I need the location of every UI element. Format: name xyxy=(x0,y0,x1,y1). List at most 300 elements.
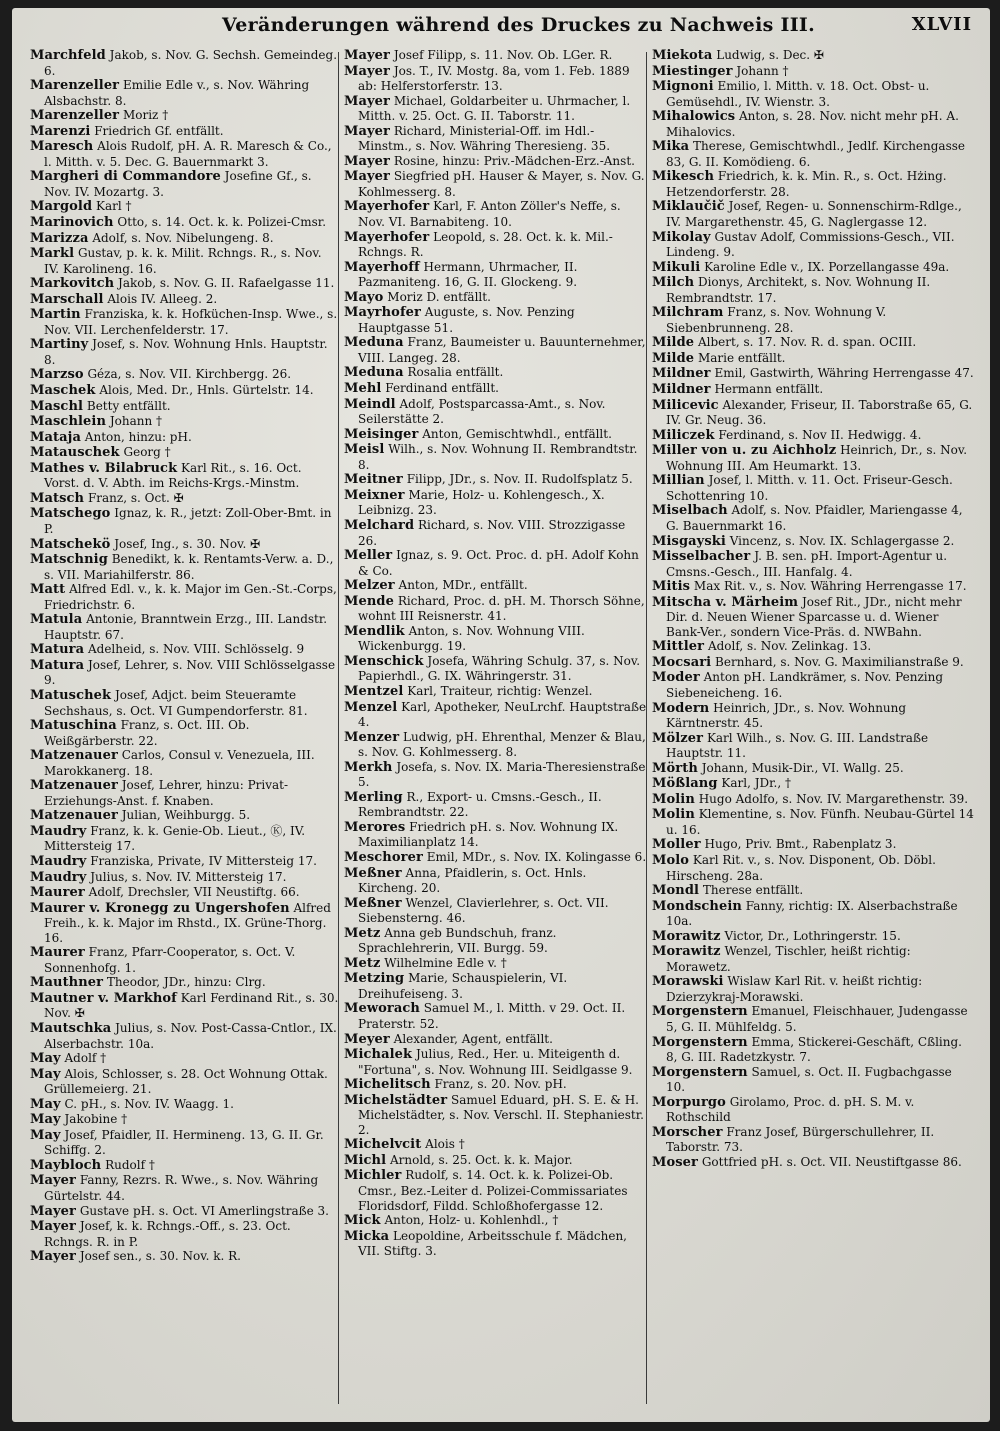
entry-details: Julius, s. Nov. Post-Cassa-Cntlor., IX. Alserbachstr. 10a. xyxy=(44,1021,337,1051)
directory-entry xyxy=(652,534,974,550)
entry-details: Hermann, Uhrmacher, II. Pazmaniteng. 16, G. II. Glockeng. 9. xyxy=(358,259,578,290)
entry-surname: Moder xyxy=(652,670,700,686)
entry-surname: Maudry xyxy=(30,823,87,839)
entry-surname: Misselbacher xyxy=(652,549,751,565)
entry-details: Anton, s. 28. Nov. nicht mehr pH. A. Mihalovics. xyxy=(666,109,959,139)
directory-entry xyxy=(652,944,974,974)
entry-surname: Milchram xyxy=(652,305,724,321)
entry-details: Wislaw Karl Rit. v. heißt richtig: Dzierzykraj-Morawski. xyxy=(666,974,923,1004)
entry-details: Josef, Ing., s. 30. Nov. ✠ xyxy=(114,536,261,551)
entry-details: Josef, Pfaidler, II. Hermineng. 13, G. II. Gr. Schiffg. 2. xyxy=(44,1127,324,1158)
directory-entry xyxy=(652,109,974,139)
entry-surname: Mayer xyxy=(30,1249,76,1265)
directory-entry xyxy=(344,926,648,956)
entry-surname: Mentzel xyxy=(344,683,404,699)
entry-details: Benedikt, k. k. Rentamts-Verw. a. D., s. VII. Mariahilferstr. 86. xyxy=(44,552,334,582)
entry-surname: Mataja xyxy=(30,429,81,445)
directory-entry xyxy=(30,1128,340,1158)
entry-details: Anton, MDr., entfällt. xyxy=(398,578,528,593)
entry-details: Josef Rit., JDr., nicht mehr Dir. d. Neuen Wiener Sparcasse u. d. Wiener Bank-Ver., sondern Vice-Präs. d. NWBahn. xyxy=(666,594,962,639)
entry-details: Wenzel, Tischler, heißt richtig: Morawetz. xyxy=(666,944,911,974)
entry-details: R., Export- u. Cmsns.-Gesch., II. Rembrandtstr. 22. xyxy=(358,789,602,820)
entry-surname: Morscher xyxy=(652,1124,723,1140)
entry-surname: Maschl xyxy=(30,398,84,414)
directory-entry xyxy=(652,579,974,595)
entry-surname: Menschick xyxy=(344,653,424,669)
directory-entry xyxy=(30,461,340,491)
directory-entry xyxy=(30,870,340,886)
entry-surname: Matula xyxy=(30,612,83,628)
directory-entry xyxy=(30,246,340,276)
directory-entry xyxy=(652,275,974,305)
entry-details: Gottfried pH. s. Oct. VII. Neustiftgasse 86. xyxy=(701,1154,962,1169)
entry-surname: Meduna xyxy=(344,365,404,381)
directory-entry xyxy=(652,1155,974,1171)
directory-entry xyxy=(30,337,340,367)
directory-entry xyxy=(344,700,648,730)
directory-entry xyxy=(30,824,340,854)
entry-details: Rudolf † xyxy=(105,1157,155,1172)
entry-details: Ferdinand, s. Nov II. Hedwigg. 4. xyxy=(718,427,922,442)
directory-entry xyxy=(30,901,340,946)
entry-details: Wenzel, Clavierlehrer, s. Oct. VII. Siebensterng. 46. xyxy=(358,895,609,926)
entry-details: Karl Wilh., s. Nov. G. III. Landstraße Hauptstr. 11. xyxy=(666,730,929,761)
directory-entry xyxy=(344,365,648,381)
entry-details: Karoline Edle v., IX. Porzellangasse 49a. xyxy=(704,259,950,274)
directory-entry xyxy=(344,335,648,365)
entry-surname: Matauschek xyxy=(30,445,120,461)
entry-surname: Metz xyxy=(344,955,381,971)
page-title: Veränderungen während des Druckes zu Nachweis III. xyxy=(222,14,815,36)
entry-details: Samuel Eduard, pH. S. E. & H. Michelstädter, s. Nov. Verschl. II. Stephaniestr. 2. xyxy=(358,1092,644,1137)
entry-surname: Mayerhofer xyxy=(344,229,430,245)
entry-details: Karl, Apotheker, NeuLrchf. Hauptstraße 4. xyxy=(358,699,647,730)
entry-details: Karl Ferdinand Rit., s. 30. Nov. ✠ xyxy=(44,990,339,1021)
directory-entry xyxy=(30,612,340,642)
entry-surname: Marchfeld xyxy=(30,48,106,63)
entry-details: Alfred Freih., k. k. Major im Rhstd., IX. Grüne-Thorg. 16. xyxy=(44,900,331,945)
directory-entry xyxy=(652,837,974,853)
entry-surname: Moser xyxy=(652,1154,698,1170)
directory-entry xyxy=(30,139,340,169)
directory-entry xyxy=(652,1125,974,1155)
entry-surname: Mende xyxy=(344,593,394,609)
entry-details: Franziska, Private, IV Mittersteig 17. xyxy=(90,853,317,868)
entry-details: Moriz D. entfällt. xyxy=(387,289,491,304)
entry-details: Anton, Gemischtwhdl., entfällt. xyxy=(422,426,612,441)
entry-details: Anton, Holz- u. Kohlenhdl., † xyxy=(384,1213,559,1228)
entry-surname: Mayo xyxy=(344,289,384,305)
entry-surname: Mautner v. Markhof xyxy=(30,990,177,1006)
directory-entry xyxy=(30,445,340,461)
entry-surname: Morawski xyxy=(652,974,724,990)
entry-details: Josef, l. Mitth. v. 11. Oct. Friseur-Gesch. Schottenring 10. xyxy=(666,473,953,503)
entry-details: Julius, s. Nov. IV. Mittersteig 17. xyxy=(90,869,287,884)
entry-surname: Marenzeller xyxy=(30,108,120,124)
entry-surname: Margold xyxy=(30,199,93,215)
entry-surname: Miekota xyxy=(652,48,713,63)
entry-details: Karl Rit., s. 16. Oct. Vorst. d. V. Abth. im Reichs-Krgs.-Minstm. xyxy=(44,460,302,491)
entry-surname: Maschek xyxy=(30,383,96,399)
entry-details: Emil, Gastwirth, Währing Herrengasse 47. xyxy=(714,366,974,381)
entry-details: Victor, Dr., Lothringerstr. 15. xyxy=(724,928,901,943)
directory-entry xyxy=(30,1097,340,1113)
entry-surname: May xyxy=(30,1051,61,1067)
directory-entry xyxy=(652,929,974,945)
entry-details: Gustave pH. s. Oct. VI Amerlingstraße 3. xyxy=(79,1203,329,1218)
entry-details: Richard, s. Nov. VIII. Strozzigasse 26. xyxy=(358,517,626,548)
entry-surname: Metzing xyxy=(344,971,405,987)
directory-entry xyxy=(30,1021,340,1051)
entry-details: Arnold, s. 25. Oct. k. k. Major. xyxy=(389,1152,573,1167)
directory-entry xyxy=(344,472,648,488)
directory-entry xyxy=(344,1001,648,1031)
directory-entry xyxy=(30,199,340,215)
directory-entry xyxy=(652,595,974,640)
entry-surname: Matura xyxy=(30,642,85,658)
entry-details: Emanuel, Fleischhauer, Judengasse 5, G. II. Mühlfeldg. 5. xyxy=(666,1004,968,1034)
entry-surname: Markovitch xyxy=(30,276,115,292)
column-1 xyxy=(30,48,340,1416)
directory-entry xyxy=(652,899,974,929)
entry-details: Anton, hinzu: pH. xyxy=(84,429,192,444)
directory-entry xyxy=(30,642,340,658)
entry-details: Betty entfällt. xyxy=(86,398,171,413)
directory-entry xyxy=(344,1093,648,1138)
directory-entry xyxy=(344,1032,648,1048)
entry-details: Hugo Adolfo, s. Nov. IV. Margarethenstr. 39. xyxy=(698,791,969,806)
entry-details: Hugo, Priv. Bmt., Rabenplatz 3. xyxy=(704,837,897,852)
directory-entry xyxy=(344,427,648,443)
entry-details: Karl Rit. v., s. Nov. Disponent, Ob. Döbl. Hirscheng. 28a. xyxy=(666,852,936,883)
directory-entry xyxy=(30,292,340,308)
entry-surname: Merling xyxy=(344,789,403,805)
entry-details: Michael, Goldarbeiter u. Uhrmacher, l. Mitth. v. 25. Oct. G. II. Taborstr. 11. xyxy=(358,93,631,124)
entry-surname: Maybloch xyxy=(30,1157,102,1173)
directory-entry xyxy=(652,883,974,899)
directory-entry xyxy=(652,305,974,335)
entry-details: Leopoldine, Arbeitsschule f. Mädchen, VII. Stiftg. 3. xyxy=(358,1228,627,1259)
entry-details: Anna geb Bundschuh, franz. Sprachlehrerin, VII. Burgg. 59. xyxy=(358,925,557,956)
directory-entry xyxy=(30,231,340,247)
entry-surname: Millian xyxy=(652,473,705,489)
entry-surname: Mikesch xyxy=(652,169,714,185)
entry-details: Alois † xyxy=(425,1137,465,1152)
entry-surname: Maudry xyxy=(30,853,87,869)
entry-details: Josef, Lehrer, s. Nov. VIII Schlösselgasse 9. xyxy=(44,657,336,688)
entry-surname: Mayer xyxy=(30,1203,76,1219)
directory-entry xyxy=(344,1047,648,1077)
entry-surname: Meßner xyxy=(344,865,402,881)
page-number: XLVII xyxy=(911,14,972,35)
entry-details: Adolf, s. Nov. Nibelungeng. 8. xyxy=(92,230,274,245)
entry-surname: Metz xyxy=(344,925,381,941)
directory-entry xyxy=(30,1249,340,1265)
entry-surname: Michler xyxy=(344,1168,402,1184)
entry-surname: Matschego xyxy=(30,506,111,522)
entry-details: Fanny, richtig: IX. Alserbachstraße 10a. xyxy=(666,898,958,929)
entry-surname: Morawitz xyxy=(652,944,721,960)
entry-surname: Marenzeller xyxy=(30,78,120,94)
directory-entry xyxy=(344,199,648,229)
directory-entry xyxy=(652,169,974,199)
directory-entry xyxy=(652,48,974,64)
entry-details: Carlos, Consul v. Venezuela, III. Marokkanerg. 18. xyxy=(44,748,315,778)
entry-surname: Michalek xyxy=(344,1047,413,1063)
entry-surname: Matura xyxy=(30,657,85,673)
directory-entry xyxy=(30,414,340,430)
directory-entry xyxy=(30,430,340,446)
directory-entry xyxy=(344,578,648,594)
directory-entry xyxy=(30,748,340,778)
directory-entry xyxy=(30,1158,340,1174)
entry-surname: Meller xyxy=(344,548,393,564)
entry-surname: Marenzi xyxy=(30,123,91,139)
directory-entry xyxy=(30,718,340,748)
directory-entry xyxy=(652,398,974,428)
entry-surname: Menzel xyxy=(344,699,398,715)
directory-entry xyxy=(30,307,340,337)
entry-surname: Morawitz xyxy=(652,928,721,944)
entry-details: Therese, Gemischtwhdl., Jedlf. Kirchengasse 83, G. II. Komödieng. 6. xyxy=(666,139,966,169)
entry-surname: Matzenauer xyxy=(30,778,118,794)
entry-details: Alois, Med. Dr., Hnls. Gürtelstr. 14. xyxy=(99,383,314,398)
entry-surname: Morgenstern xyxy=(652,1064,748,1080)
entry-surname: Misgayski xyxy=(652,533,726,549)
directory-entry xyxy=(30,688,340,718)
entry-surname: Mathes v. Bilabruck xyxy=(30,460,178,476)
entry-details: Franz, Baumeister u. Bauunternehmer, VIII. Langeg. 28. xyxy=(358,335,646,365)
entry-surname: Mick xyxy=(344,1213,381,1229)
entry-surname: Mocsari xyxy=(652,654,712,670)
directory-entry xyxy=(344,230,648,260)
entry-details: Franz, s. 20. Nov. pH. xyxy=(434,1077,567,1092)
directory-entry xyxy=(344,1213,648,1229)
entry-surname: Matschnig xyxy=(30,552,108,568)
directory-entry xyxy=(344,1153,648,1169)
directory-entry xyxy=(344,48,648,64)
entry-details: Heinrich, JDr., s. Nov. Wohnung Kärntnerstr. 45. xyxy=(666,700,907,731)
entry-details: Josef, k. k. Rchngs.-Off., s. 23. Oct. Rchngs. R. in P. xyxy=(44,1219,291,1249)
entry-details: Josef, s. Nov. Wohnung Hnls. Hauptstr. 8. xyxy=(44,337,328,367)
directory-entry xyxy=(30,1112,340,1128)
entry-surname: Meisinger xyxy=(344,426,419,442)
directory-entry xyxy=(652,230,974,260)
directory-entry xyxy=(344,305,648,335)
entry-surname: Mildner xyxy=(652,382,711,398)
entry-details: Adelheid, s. Nov. VIII. Schlösselg. 9 xyxy=(87,642,305,657)
directory-entry xyxy=(652,1035,974,1065)
directory-entry xyxy=(652,807,974,837)
entry-details: Alfred Edl. v., k. k. Major im Gen.-St.-Corps, Friedrichstr. 6. xyxy=(44,582,337,612)
entry-details: Rosine, hinzu: Priv.-Mädchen-Erz.-Anst. xyxy=(393,153,635,168)
entry-details: Josef, Lehrer, hinzu: Privat-Erziehungs-Anst. f. Knaben. xyxy=(44,778,289,808)
directory-entry xyxy=(344,1077,648,1093)
entry-surname: Meworach xyxy=(344,1001,420,1017)
entry-details: Richard, Proc. d. pH. M. Thorsch Söhne, wohnt III Reisnerstr. 41. xyxy=(358,593,645,624)
column-3 xyxy=(652,48,974,1416)
entry-surname: Modern xyxy=(652,700,710,716)
entry-surname: Mayer xyxy=(344,169,390,185)
entry-details: Adolf † xyxy=(64,1051,107,1066)
entry-details: Josef, Adjct. beim Steueramte Sechshaus, s. Oct. VI Gumpendorferstr. 81. xyxy=(44,687,308,718)
entry-surname: Mikuli xyxy=(652,259,701,275)
entry-details: Emilio, l. Mitth. v. 18. Oct. Obst- u. Gemüsehdl., IV. Wienstr. 3. xyxy=(666,79,930,109)
directory-entry xyxy=(652,1004,974,1034)
entry-details: Franz Josef, Bürgerschullehrer, II. Taborstr. 73. xyxy=(666,1124,935,1155)
entry-details: Siegfried pH. Hauser & Mayer, s. Nov. G. Kohlmesserg. 8. xyxy=(358,169,645,199)
entry-details: Franz, k. k. Genie-Ob. Lieut., Ⓚ, IV. Mittersteig 17. xyxy=(44,823,306,854)
entry-details: Karl, JDr., † xyxy=(721,776,791,791)
entry-details: Emma, Stickerei-Geschäft, Cßling. 8, G. III. Radetzkystr. 7. xyxy=(666,1034,962,1065)
entry-surname: Markl xyxy=(30,246,75,262)
entry-details: Alois Rudolf, pH. A. R. Maresch & Co., l. Mitth. v. 5. Dec. G. Bauernmarkt 3. xyxy=(44,139,332,169)
directory-entry xyxy=(30,399,340,415)
entry-surname: Matschekö xyxy=(30,536,111,552)
entry-details: Adolf, s. Nov. Pfaidler, Mariengasse 4, G. Bauernmarkt 16. xyxy=(666,503,963,533)
entry-details: Jakob, s. Nov. G. II. Rafaelgasse 11. xyxy=(118,276,335,291)
entry-surname: Michl xyxy=(344,1152,387,1168)
entry-details: Marie, Holz- u. Kohlengesch., X. Leibnizg. 23. xyxy=(358,487,605,518)
entry-details: Karl, Traiteur, richtig: Wenzel. xyxy=(407,683,593,698)
entry-surname: Mörth xyxy=(652,760,698,776)
entry-surname: Melchard xyxy=(344,517,415,533)
directory-entry xyxy=(30,506,340,536)
entry-surname: Mildner xyxy=(652,366,711,382)
entry-surname: Mayer xyxy=(30,1219,76,1235)
entry-surname: Mayer xyxy=(30,1173,76,1189)
entry-surname: Meduna xyxy=(344,335,404,351)
entry-surname: Molo xyxy=(652,852,690,868)
entry-surname: Mayer xyxy=(344,153,390,169)
entry-surname: Marzso xyxy=(30,367,84,383)
entry-surname: Margheri di Commandore xyxy=(30,169,221,185)
entry-details: Ignaz, k. R., jetzt: Zoll-Ober-Bmt. in P. xyxy=(44,506,332,536)
entry-surname: Mayrhofer xyxy=(344,305,421,321)
entry-surname: Meindl xyxy=(344,396,396,412)
entry-surname: Matt xyxy=(30,582,66,598)
entry-surname: Milicevic xyxy=(652,397,719,413)
entry-details: Josefa, s. Nov. IX. Maria-Theresienstraße 5. xyxy=(358,759,646,790)
entry-surname: Menzer xyxy=(344,729,400,745)
entry-details: Marie, Schauspielerin, VI. Dreihufeiseng. 3. xyxy=(358,971,568,1001)
entry-details: Samuel M., l. Mitth. v 29. Oct. II. Praterstr. 52. xyxy=(358,1001,626,1031)
entry-surname: Matzenauer xyxy=(30,748,118,764)
entry-surname: Miller von u. zu Aichholz xyxy=(652,443,837,459)
entry-surname: May xyxy=(30,1096,61,1112)
entry-details: Jos. T., IV. Mostg. 8a, vom 1. Feb. 1889 ab: Helferstorferstr. 13. xyxy=(358,63,630,94)
entry-surname: Merores xyxy=(344,819,406,835)
entry-details: Ludwig, pH. Ehrenthal, Menzer & Blau, s. Nov. G. Kohlmesserg. 8. xyxy=(358,729,646,760)
directory-entry xyxy=(652,335,974,351)
entry-details: Josef sen., s. 30. Nov. k. R. xyxy=(79,1249,241,1264)
directory-entry xyxy=(344,290,648,306)
directory-entry xyxy=(652,199,974,229)
entry-details: Johann † xyxy=(109,414,163,429)
entry-details: Josef Filipp, s. 11. Nov. Ob. LGer. R. xyxy=(393,48,613,62)
entry-details: Anton pH. Landkrämer, s. Nov. Penzing Siebeneicheng. 16. xyxy=(666,670,944,700)
directory-entry xyxy=(652,79,974,109)
page-sheet xyxy=(12,8,990,1422)
entry-details: Adolf, s. Nov. Zelinkag. 13. xyxy=(707,639,872,654)
entry-details: Theodor, JDr., hinzu: Clrg. xyxy=(106,975,266,990)
entry-details: Filipp, JDr., s. Nov. II. Rudolfsplatz 5. xyxy=(406,472,633,487)
entry-details: Franz, s. Oct. III. Ob. Weißgärberstr. 22. xyxy=(44,718,250,748)
entry-surname: Michelitsch xyxy=(344,1077,431,1093)
entry-details: Ignaz, s. 9. Oct. Proc. d. pH. Adolf Kohn & Co. xyxy=(358,548,639,578)
entry-surname: Micka xyxy=(344,1228,390,1244)
entry-surname: Meyer xyxy=(344,1031,390,1047)
entry-details: Bernhard, s. Nov. G. Maximilianstraße 9. xyxy=(715,654,964,669)
entry-surname: May xyxy=(30,1066,61,1082)
directory-entry xyxy=(30,975,340,991)
directory-entry xyxy=(652,670,974,700)
entry-surname: Molin xyxy=(652,807,695,823)
entry-surname: Maudry xyxy=(30,869,87,885)
directory-entry xyxy=(344,548,648,578)
directory-entry xyxy=(652,731,974,761)
directory-entry xyxy=(30,808,340,824)
directory-entry xyxy=(652,639,974,655)
entry-details: Gustav Adolf, Commissions-Gesch., VII. Lindeng. 9. xyxy=(666,229,955,260)
entry-surname: Mendlik xyxy=(344,623,405,639)
entry-details: Richard, Ministerial-Off. im Hdl.-Minstm., s. Nov. Währing Theresieng. 35. xyxy=(358,123,611,154)
directory-entry xyxy=(30,48,340,78)
directory-entry xyxy=(344,381,648,397)
entry-surname: Meßner xyxy=(344,895,402,911)
entry-surname: Maurer xyxy=(30,885,85,901)
directory-entry xyxy=(30,945,340,975)
directory-entry xyxy=(344,654,648,684)
directory-entry xyxy=(30,854,340,870)
entry-surname: May xyxy=(30,1112,61,1128)
directory-entry xyxy=(344,624,648,654)
entry-details: Ludwig, s. Dec. ✠ xyxy=(716,48,824,62)
directory-entry xyxy=(30,124,340,140)
directory-entry xyxy=(30,1067,340,1097)
directory-entry xyxy=(652,776,974,792)
entry-details: Leopold, s. 28. Oct. k. k. Mil.-Rchngs. R. xyxy=(358,229,613,260)
directory-entry xyxy=(652,64,974,80)
entry-surname: Maurer v. Kronegg zu Ungershofen xyxy=(30,900,290,916)
entry-surname: Mondl xyxy=(652,883,700,899)
entry-surname: Miestinger xyxy=(652,63,733,79)
directory-entry xyxy=(652,503,974,533)
entry-details: Adolf, Drechsler, VII Neustiftg. 66. xyxy=(88,885,300,900)
entry-surname: Maresch xyxy=(30,139,94,155)
entry-surname: Meisl xyxy=(344,442,385,458)
directory-entry xyxy=(30,491,340,507)
entry-surname: Miselbach xyxy=(652,503,728,519)
directory-entry xyxy=(30,1051,340,1067)
entry-surname: Mayer xyxy=(344,48,390,63)
entry-details: Karl † xyxy=(95,199,132,214)
entry-details: Julian, Weihburgg. 5. xyxy=(121,808,251,823)
directory-entry xyxy=(30,169,340,199)
entry-details: Wilhelmine Edle v. † xyxy=(384,955,507,970)
entry-details: Emilie Edle v., s. Nov. Währing Alsbachstr. 8. xyxy=(44,78,310,108)
directory-entry xyxy=(344,124,648,154)
entry-surname: Milde xyxy=(652,350,695,366)
directory-entry xyxy=(344,896,648,926)
entry-details: Hermann entfällt. xyxy=(714,382,824,397)
entry-details: Auguste, s. Nov. Penzing Hauptgasse 51. xyxy=(358,305,575,335)
entry-surname: Maschlein xyxy=(30,414,106,430)
entry-surname: Mika xyxy=(652,139,690,155)
entry-details: Julius, Red., Her. u. Miteigenth d. "Fortuna", s. Nov. Wohnung III. Seidlgasse 9. xyxy=(358,1047,633,1077)
entry-details: Josef, Regen- u. Sonnenschirm-Rdlge., IV. Margarethenstr. 45, G. Naglergasse 12. xyxy=(666,199,962,230)
directory-entry xyxy=(344,594,648,624)
